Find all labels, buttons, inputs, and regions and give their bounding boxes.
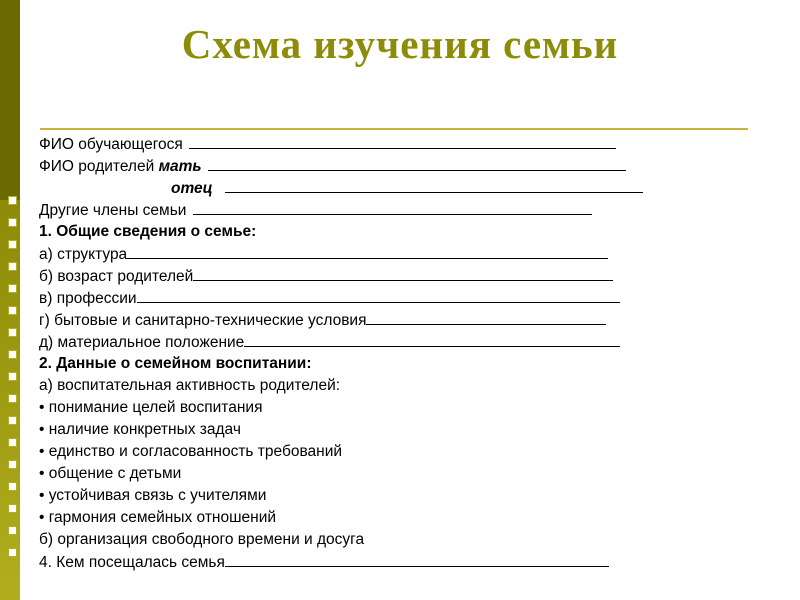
family-visits-field[interactable] <box>225 551 609 567</box>
square-bullet-icon <box>8 438 17 447</box>
parents-name-line <box>39 155 779 177</box>
square-bullet-icon <box>8 460 17 469</box>
student-name-field[interactable] <box>189 133 616 149</box>
list-item: • наличие конкретных задач <box>39 421 241 438</box>
list-item: • устойчивая связь с учителями <box>39 487 267 504</box>
parents-age-line <box>39 265 779 287</box>
list-item: • общение с детьми <box>39 465 182 482</box>
bullet-column <box>8 0 22 600</box>
student-name-line <box>39 133 779 155</box>
student-name-label: ФИО обучающегося <box>39 136 183 153</box>
parents-age-field[interactable] <box>193 265 613 281</box>
family-study-form <box>39 133 779 573</box>
parents-age-label: б) возраст родителей <box>39 268 194 285</box>
list-item: • понимание целей воспитания <box>39 399 263 416</box>
list-item: • гармония семейных отношений <box>39 509 277 526</box>
square-bullet-icon <box>8 504 17 513</box>
square-bullet-icon <box>8 482 17 491</box>
square-bullet-icon <box>8 350 17 359</box>
father-name-field[interactable] <box>225 177 643 193</box>
structure-line <box>39 243 779 265</box>
square-bullet-icon <box>8 372 17 381</box>
mother-name-field[interactable] <box>208 155 626 171</box>
living-conditions-field[interactable] <box>366 309 606 325</box>
professions-line <box>39 287 779 309</box>
other-members-field[interactable] <box>193 199 592 215</box>
family-visits-line <box>39 551 779 573</box>
mother-label: мать <box>158 158 202 175</box>
square-bullet-icon <box>8 526 17 535</box>
square-bullet-icon <box>8 262 17 271</box>
square-bullet-icon <box>8 218 17 227</box>
square-bullet-icon <box>8 328 17 337</box>
living-conditions-label: г) бытовые и санитарно-технические условия <box>39 312 367 329</box>
square-bullet-icon <box>8 394 17 403</box>
family-visits-label: 4. Кем посещалась семья <box>39 554 225 571</box>
other-members-line <box>39 199 779 221</box>
leisure-organization-label: б) организация свободного времени и досуга <box>39 531 365 548</box>
father-name-line <box>39 177 779 199</box>
professions-label: в) профессии <box>39 290 137 307</box>
other-members-label: Другие члены семьи <box>39 202 187 219</box>
structure-field[interactable] <box>127 243 608 259</box>
square-bullet-icon <box>8 240 17 249</box>
square-bullet-icon <box>8 284 17 293</box>
square-bullet-icon <box>8 416 17 425</box>
material-status-label: д) материальное положение <box>39 334 245 351</box>
structure-label: а) структура <box>39 246 128 263</box>
square-bullet-icon <box>8 306 17 315</box>
list-item: • единство и согласованность требований <box>39 443 343 460</box>
living-conditions-line <box>39 309 779 331</box>
material-status-line <box>39 331 779 353</box>
page-title: Схема изучения семьи <box>181 21 619 67</box>
parents-name-label: ФИО родителей <box>39 158 155 175</box>
section-2-heading: 2. Данные о семейном воспитании: <box>39 355 312 372</box>
section-1-heading: 1. Общие сведения о семье: <box>39 223 257 240</box>
square-bullet-icon <box>8 548 17 557</box>
father-label: отец <box>171 180 213 197</box>
title-underline <box>40 128 748 130</box>
professions-field[interactable] <box>137 287 620 303</box>
square-bullet-icon <box>8 196 17 205</box>
material-status-field[interactable] <box>244 331 620 347</box>
educational-activity-label: а) воспитательная активность родителей: <box>39 377 341 394</box>
